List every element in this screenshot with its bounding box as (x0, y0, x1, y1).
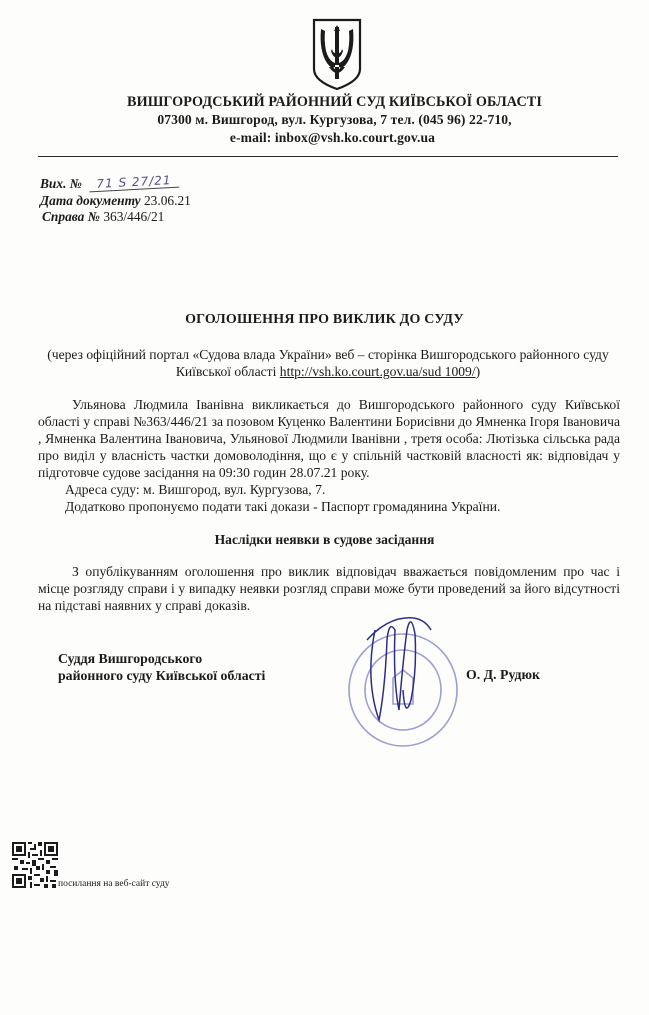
portal-note (38, 346, 618, 380)
judge-name: О. Д. Рудюк (466, 667, 540, 682)
notice-title: ОГОЛОШЕННЯ ПРО ВИКЛИК ДО СУДУ (185, 312, 464, 327)
case-value: 363/446/21 (103, 209, 165, 224)
judge-title-line-1: Суддя Вишгородського (58, 651, 203, 666)
consequences-title: Наслідки неявки в судове засідання (214, 532, 435, 547)
judge-title-line-2: районного суду Київської області (58, 668, 266, 683)
court-email: e-mail: inbox@vsh.ko.court.gov.ua (229, 130, 436, 145)
document-date (40, 193, 191, 209)
consequences-paragraph: З опублікуванням оголошення про виклик відповідач вважається повідомленим про час і місце розгляду справи і у випадку неявки розгляд справи може бути проведений за його відсутності на підставі наявних у справі доказів. (38, 564, 620, 613)
qr-caption: посилання на веб-сайт суду (58, 879, 170, 889)
coat-of-arms-icon (311, 17, 363, 91)
portal-line-2-suffix: ) (475, 364, 481, 379)
header-divider (38, 156, 618, 157)
qr-code-icon (12, 842, 58, 888)
date-label: Дата документу (40, 193, 141, 208)
court-address-line: Адреса суду: м. Вишгород, вул. Кургузова, 7. (65, 482, 326, 497)
date-value: 23.06.21 (143, 193, 191, 208)
summons-paragraph: Ульянова Людмила Іванівна викликається до Вишгородського районного суду Київської області у справі №363/446/21 за позовом Куценко Валентини Борисівни до Ямненка Ігоря Івановича , Ямненка Валентина Івановича, Ульянової Людмили Іванівни , третя особа: Лютізька сільська рада про виділ у власність частки домоволодіння, що є у спільній частковій власності як: відповідач у підготовче судове засідання на 09:30 годин 28.07.21 року. (38, 397, 620, 480)
portal-link[interactable]: http://vsh.ko.court.gov.ua/sud 1009/ (279, 364, 476, 379)
outgoing-label: Вих. № (40, 176, 83, 191)
evidence-line: Додатково пропонуємо подати такі докази - Паспорт громадянина України. (65, 499, 501, 514)
case-label: Справа № (42, 209, 100, 224)
court-address: 07300 м. Вишгород, вул. Кургузова, 7 тел. (045 96) 22-710, (157, 112, 512, 127)
outgoing-number (40, 173, 179, 192)
case-number (42, 209, 164, 225)
portal-line-2 (38, 363, 618, 380)
court-name: ВИШГОРОДСЬКИЙ РАЙОННИЙ СУД КИЇВСЬКОЇ ОБЛАСТІ (127, 94, 542, 110)
portal-line-1: (через офіційний портал «Судова влада України» веб – сторінка Вишгородського районного суду (47, 347, 609, 362)
portal-line-2-prefix: Київської області (175, 364, 280, 379)
court-stamp-icon (345, 600, 465, 750)
outgoing-value: 71 S 27/21 (89, 173, 180, 193)
judge-title (58, 650, 265, 684)
